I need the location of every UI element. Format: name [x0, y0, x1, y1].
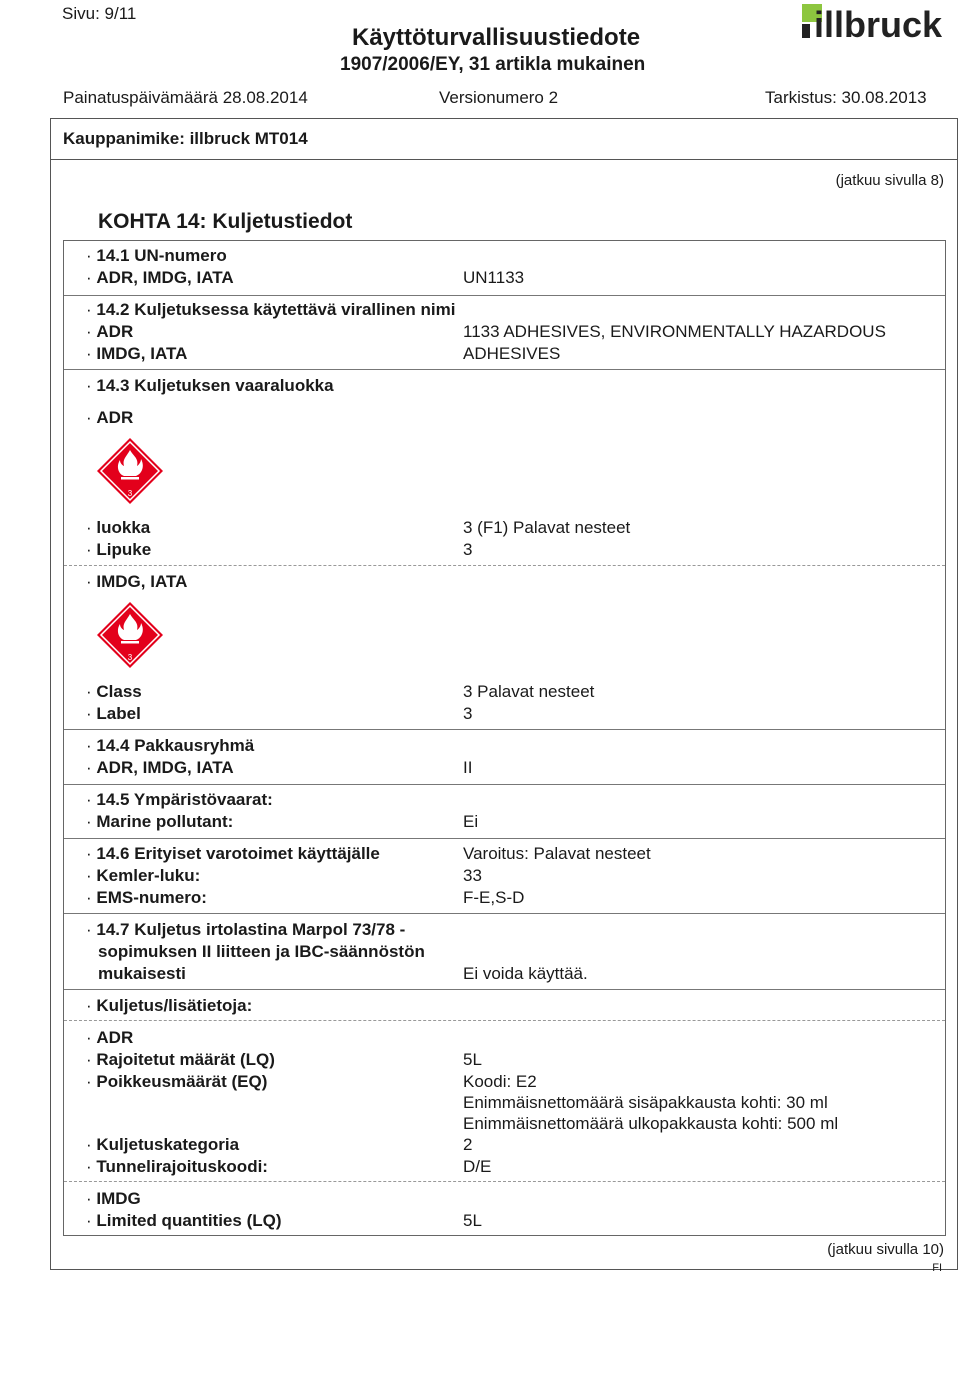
bulk-transport-title-line3: mukaisesti	[98, 964, 186, 983]
svg-text:3: 3	[127, 489, 133, 498]
excepted-quantities-inner: Enimmäisnettomäärä sisäpakkausta kohti: 30 ml	[463, 1093, 828, 1112]
shipping-name-imdg: · IMDG, IATA	[86, 344, 188, 363]
hazard-class-imdg: · IMDG, IATA	[86, 572, 188, 591]
transport-additional-info-title: · Kuljetus/lisätietoja:	[86, 996, 253, 1015]
excepted-quantities-code: Koodi: E2	[463, 1072, 537, 1091]
excepted-quantities-outer: Enimmäisnettomäärä ulkopakkausta kohti: 500 ml	[463, 1114, 839, 1133]
separator	[64, 729, 945, 730]
hazard-class-title: · 14.3 Kuljetuksen vaaraluokka	[86, 376, 334, 395]
trade-name: Kauppanimike: illbruck MT014	[63, 129, 308, 148]
continued-from: (jatkuu sivulla 8)	[835, 172, 944, 189]
un-number-modes: · ADR, IMDG, IATA	[86, 268, 234, 287]
continued-on: (jatkuu sivulla 10)	[827, 1241, 944, 1258]
extra-imdg-title: · IMDG	[86, 1189, 141, 1208]
brand-logo	[800, 2, 960, 40]
un-number-value: UN1133	[463, 268, 525, 287]
marine-pollutant-label: · Marine pollutant:	[86, 812, 234, 831]
imdg-class-value: 3 Palavat nesteet	[463, 682, 595, 701]
packing-group-modes: · ADR, IMDG, IATA	[86, 758, 234, 777]
imdg-label-value: 3	[463, 704, 473, 723]
separator-dashed	[64, 1020, 945, 1021]
bulk-transport-title-line1: · 14.7 Kuljetus irtolastina Marpol 73/78 -	[86, 920, 406, 939]
ems-number-label: · EMS-numero:	[86, 888, 207, 907]
kemler-number-value: 33	[463, 866, 482, 885]
special-precautions-title: · 14.6 Erityiset varotoimet käyttäjälle	[86, 844, 380, 863]
limited-quantities-label: · Rajoitetut määrät (LQ)	[86, 1050, 275, 1069]
separator	[64, 784, 945, 785]
imdg-label-label: · Label	[86, 704, 141, 723]
shipping-name-adr-value: 1133 ADHESIVES, ENVIRONMENTALLY HAZARDOUS	[463, 322, 886, 341]
shipping-name-adr: · ADR	[86, 322, 134, 341]
separator	[64, 369, 945, 370]
environmental-hazards-title: · 14.5 Ympäristövaarat:	[86, 790, 273, 809]
bulk-transport-value: Ei voida käyttää.	[463, 964, 588, 983]
separator	[64, 913, 945, 914]
marine-pollutant-value: Ei	[463, 812, 479, 831]
kemler-number-label: · Kemler-luku:	[86, 866, 201, 885]
packing-group-title: · 14.4 Pakkausryhmä	[86, 736, 255, 755]
tunnel-code-value: D/E	[463, 1157, 492, 1176]
svg-text:illbruck: illbruck	[814, 4, 943, 40]
adr-luokka-label: · luokka	[86, 518, 151, 537]
imdg-limited-quantities-value: 5L	[463, 1211, 482, 1230]
shipping-name-imdg-value: ADHESIVES	[463, 344, 561, 363]
separator	[64, 989, 945, 990]
transport-category-value: 2	[463, 1135, 473, 1154]
separator-dashed	[64, 1181, 945, 1182]
excepted-quantities-label: · Poikkeusmäärät (EQ)	[86, 1072, 268, 1091]
ems-number-value: F-E,S-D	[463, 888, 525, 907]
un-number-title: · 14.1 UN-numero	[86, 246, 227, 265]
adr-lipuke-value: 3	[463, 540, 473, 559]
imdg-class-label: · Class	[86, 682, 142, 701]
tunnel-code-label: · Tunnelirajoituskoodi:	[86, 1157, 268, 1176]
flammable-liquid-pictogram-icon	[95, 600, 165, 670]
adr-luokka-value: 3 (F1) Palavat nesteet	[463, 518, 631, 537]
transport-category-label: · Kuljetuskategoria	[86, 1135, 240, 1154]
page-number: Sivu: 9/11	[62, 4, 137, 23]
separator	[64, 838, 945, 839]
separator	[64, 295, 945, 296]
special-precautions-value: Varoitus: Palavat nesteet	[463, 844, 651, 863]
svg-text:3: 3	[127, 653, 133, 662]
limited-quantities-value: 5L	[463, 1050, 482, 1069]
document-title: Käyttöturvallisuustiedote	[352, 24, 641, 51]
adr-lipuke-label: · Lipuke	[86, 540, 152, 559]
packing-group-value: II	[463, 758, 473, 777]
shipping-name-title: · 14.2 Kuljetuksessa käytettävä virallinen nimi	[86, 300, 456, 319]
language-code: FI	[932, 1262, 942, 1274]
imdg-limited-quantities-label: · Limited quantities (LQ)	[86, 1211, 282, 1230]
document-subtitle: 1907/2006/EY, 31 artikla mukainen	[340, 54, 646, 75]
version-number: Versionumero 2	[439, 88, 559, 107]
flammable-liquid-pictogram-icon	[95, 436, 165, 506]
extra-adr-title: · ADR	[86, 1028, 134, 1047]
hazard-class-adr: · ADR	[86, 408, 134, 427]
separator-dashed	[64, 565, 945, 566]
revision-date: Tarkistus: 30.08.2013	[765, 88, 927, 107]
bulk-transport-title-line2: sopimuksen II liitteen ja IBC-säännöstön	[98, 942, 425, 961]
section-title: KOHTA 14: Kuljetustiedot	[98, 210, 353, 233]
print-date: Painatuspäivämäärä 28.08.2014	[63, 88, 308, 107]
